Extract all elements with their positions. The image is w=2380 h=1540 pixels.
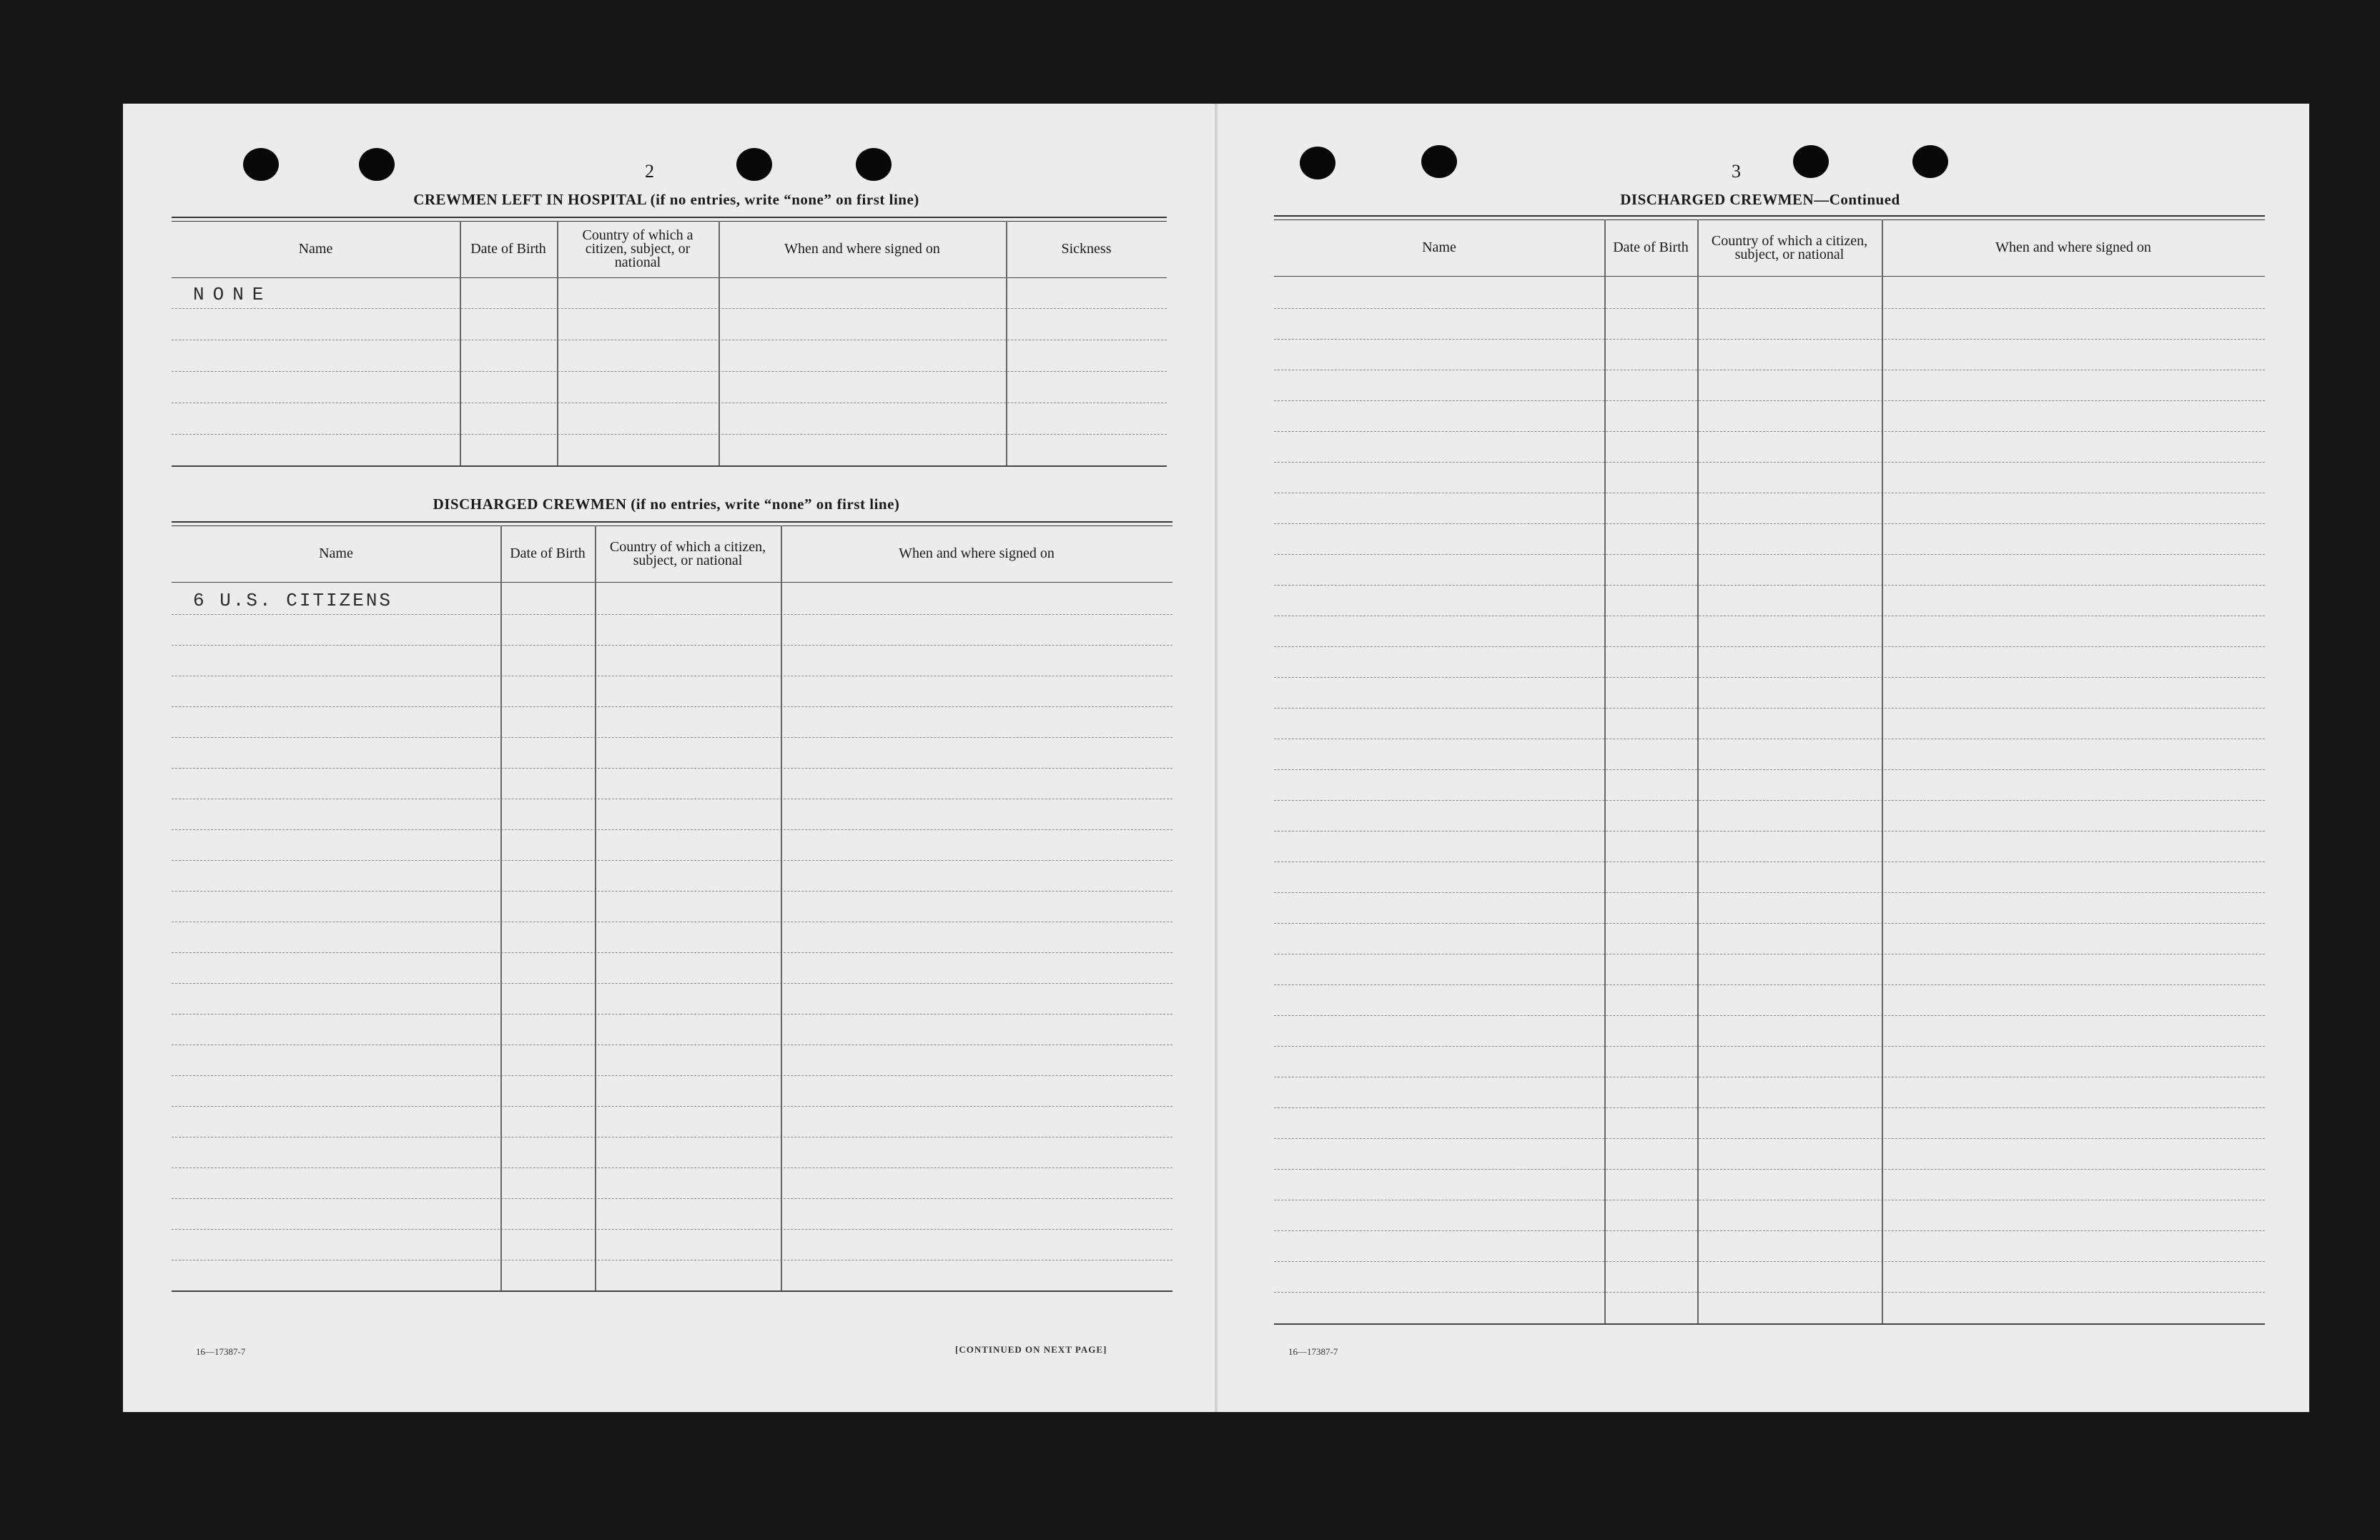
page-3 [1217, 104, 2309, 1412]
page-number: 2 [645, 161, 654, 182]
punch-hole [1421, 145, 1457, 178]
col-date-of-birth: Date of Birth [460, 221, 557, 278]
punch-hole [359, 148, 395, 181]
discharged-entry-name: 6 U.S. CITIZENS [193, 590, 393, 611]
col-name: Name [172, 525, 500, 583]
col-when-where-signed: When and where signed on [719, 221, 1006, 278]
col-date-of-birth: Date of Birth [1604, 219, 1697, 277]
hospital-section-title: CREWMEN LEFT IN HOSPITAL (if no entries, write “none” on first line) [413, 191, 919, 208]
col-country: Country of which a citizen, subject, or national [595, 525, 781, 583]
col-country: Country of which a citizen, subject, or national [557, 221, 719, 278]
discharged-continued-title: DISCHARGED CREWMEN—Continued [1620, 191, 1900, 208]
discharged-table [172, 521, 1172, 1451]
discharged-continued-table [1274, 215, 2265, 1359]
col-name: Name [1274, 219, 1604, 277]
page-2 [123, 104, 1217, 1412]
col-sickness: Sickness [1006, 221, 1167, 278]
punch-hole [1300, 147, 1335, 179]
punch-hole [1793, 145, 1829, 178]
form-number: 16—17387-7 [1288, 1346, 1338, 1357]
col-date-of-birth: Date of Birth [500, 525, 595, 583]
punch-hole [736, 148, 772, 181]
page-number: 3 [1732, 161, 1741, 182]
hospital-entry-name: NONE [193, 284, 272, 305]
punch-hole [1912, 145, 1948, 178]
continued-note: [CONTINUED ON NEXT PAGE] [955, 1344, 1107, 1355]
form-spread [123, 104, 2309, 1412]
col-when-where-signed: When and where signed on [1882, 219, 2265, 277]
col-when-where-signed: When and where signed on [781, 525, 1172, 583]
col-name: Name [172, 221, 460, 278]
discharged-section-title: DISCHARGED CREWMEN (if no entries, write “none” on first line) [433, 495, 900, 513]
punch-hole [243, 148, 279, 181]
col-country: Country of which a citizen, subject, or national [1697, 219, 1882, 277]
punch-hole [856, 148, 892, 181]
form-number: 16—17387-7 [196, 1346, 246, 1357]
